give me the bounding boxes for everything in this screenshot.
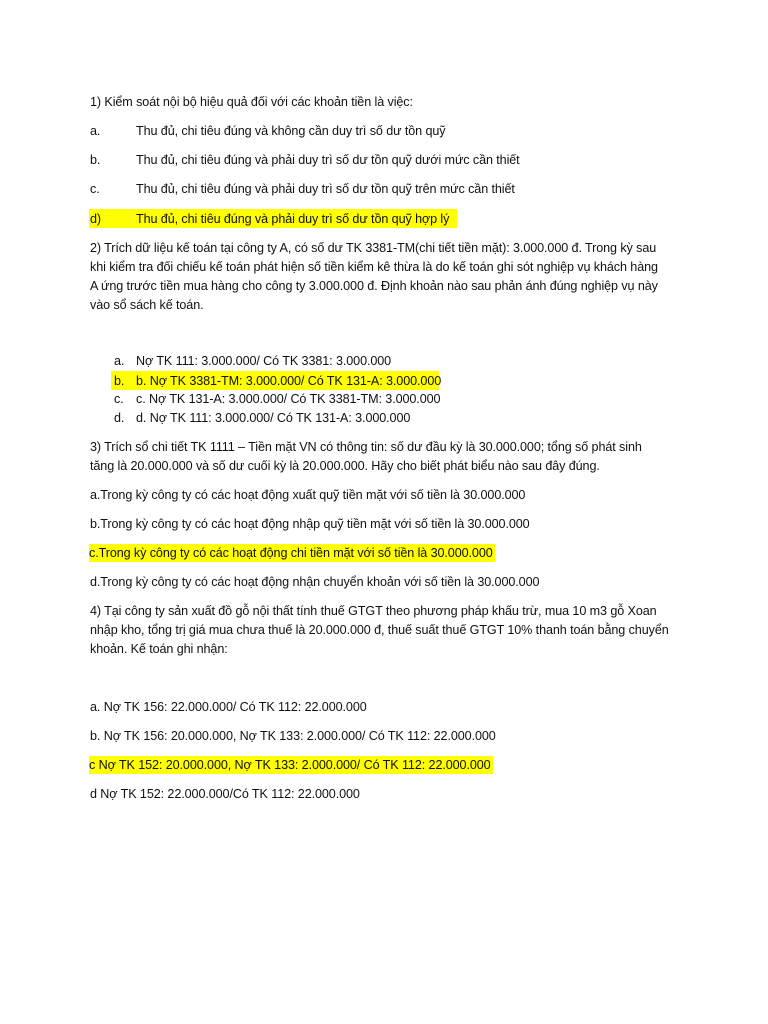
q2-option-b-text: b. Nợ TK 3381-TM: 3.000.000/ Có TK 131-A: 3.000.000 [136,374,442,388]
q2-option-b-letter: b. [114,374,125,388]
q4-line-2: nhập kho, tổng trị giá mua chưa thuế là 20.000.000 đ, thuế suất thuế GTGT 10% thanh toán bằng chuyển [90,623,669,637]
q4-option-d: d Nợ TK 152: 22.000.000/Có TK 112: 22.000.000 [90,787,360,801]
q3-option-a: a.Trong kỳ công ty có các hoạt động xuất quỹ tiền mặt với số tiền là 30.000.000 [90,488,526,502]
q1-option-c-letter: c. [90,182,100,196]
q1-option-b-letter: b. [90,153,101,167]
q3-option-d: d.Trong kỳ công ty có các hoạt động nhận chuyển khoản với số tiền là 30.000.000 [90,575,540,589]
q1-option-c-text: Thu đủ, chi tiêu đúng và phải duy trì số dư tồn quỹ trên mức cần thiết [136,182,515,196]
q3-line-1: 3) Trích sổ chi tiết TK 1111 – Tiền mặt VN có thông tin: số dư đầu kỳ là 30.000.000; tổng số phát sinh [90,440,642,454]
q2-line-2: khi kiểm tra đối chiếu kế toán phát hiện số tiền kiểm kê thừa là do kế toán ghi sót nghiệp vụ khách hàng [90,260,658,274]
q1-option-a-letter: a. [90,124,101,138]
q4-option-c: c Nợ TK 152: 20.000.000, Nợ TK 133: 2.000.000/ Có TK 112: 22.000.000 [89,758,491,772]
q3-line-2: tăng là 20.000.000 và số dư cuối kỳ là 20.000.000. Hãy cho biết phát biểu nào sau đây đúng. [90,459,600,473]
q2-option-d-text: d. Nợ TK 111: 3.000.000/ Có TK 131-A: 3.000.000 [136,411,411,425]
q2-option-a-text: Nợ TK 111: 3.000.000/ Có TK 3381: 3.000.000 [136,354,392,368]
q2-line-3: A ứng trước tiền mua hàng cho công ty 3.000.000 đ. Định khoản nào sau phản ánh đúng nghiệp vụ này [90,279,658,293]
q2-option-a-letter: a. [114,354,125,368]
q1-option-b-text: Thu đủ, chi tiêu đúng và phải duy trì số dư tồn quỹ dưới mức cần thiết [136,153,520,167]
q2-line-1: 2) Trích dữ liệu kế toán tại công ty A, có số dư TK 3381-TM(chi tiết tiền mặt): 3.000.000 đ. Trong kỳ sau [90,241,657,255]
q4-line-1: 4) Tại công ty sản xuất đồ gỗ nội thất tính thuế GTGT theo phương pháp khấu trừ, mua 10 m3 gỗ Xoan [90,604,657,618]
q2-line-4: vào sổ sách kế toán. [90,298,204,312]
q2-option-c-letter: c. [114,392,124,406]
q3-option-c: c.Trong kỳ công ty có các hoạt động chi tiền mặt với số tiền là 30.000.000 [89,546,493,560]
q1-option-d-text: Thu đủ, chi tiêu đúng và phải duy trì số dư tồn quỹ hợp lý [136,212,450,226]
q4-line-3: khoản. Kế toán ghi nhận: [90,642,228,656]
q1-option-d-letter: d) [90,212,101,226]
q1-option-a-text: Thu đủ, chi tiêu đúng và không cần duy trì số dư tồn quỹ [136,124,446,138]
q3-option-b: b.Trong kỳ công ty có các hoạt động nhập quỹ tiền mặt với số tiền là 30.000.000 [90,517,530,531]
q4-option-a: a. Nợ TK 156: 22.000.000/ Có TK 112: 22.000.000 [90,700,367,714]
q2-option-d-letter: d. [114,411,125,425]
q2-option-c-text: c. Nợ TK 131-A: 3.000.000/ Có TK 3381-TM: 3.000.000 [136,392,441,406]
q4-option-b: b. Nợ TK 156: 20.000.000, Nợ TK 133: 2.000.000/ Có TK 112: 22.000.000 [90,729,496,743]
q1-question: 1) Kiểm soát nội bộ hiệu quả đối với các khoản tiền là việc: [90,95,413,109]
